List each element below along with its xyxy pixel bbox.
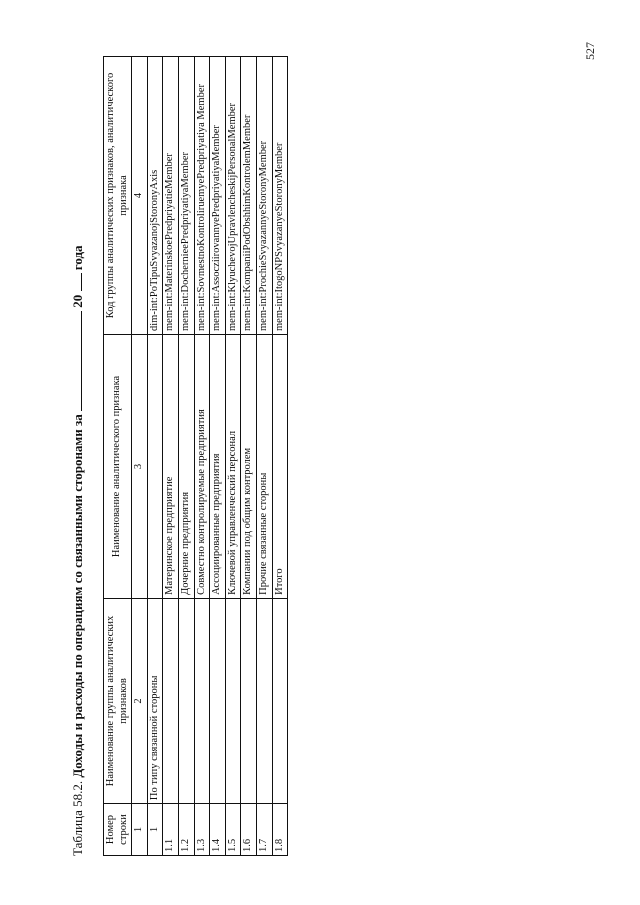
page-number: 527 (583, 42, 597, 60)
column-number: 3 (132, 334, 148, 598)
row-group (178, 598, 194, 803)
row-group (163, 598, 179, 803)
caption-title: Доходы и расходы по операциям со связанными сторонами за (70, 414, 85, 778)
row-number: 1.5 (225, 804, 241, 856)
row-number: 1.4 (210, 804, 226, 856)
table-row (241, 57, 257, 856)
table-row (147, 57, 163, 856)
row-name: Ассоциированные предприятия (210, 334, 226, 598)
row-name: Совместно контролируемые предприятия (194, 334, 210, 598)
row-number: 1.3 (194, 804, 210, 856)
table-row (256, 57, 272, 856)
row-code: mem-int:ItogoNPSvyazanyeStoronyMember (272, 57, 288, 335)
table-row (225, 57, 241, 856)
row-number: 1.1 (163, 804, 179, 856)
related-parties-table (103, 56, 288, 856)
caption-year-number: 20 (70, 294, 85, 308)
header-row (104, 57, 132, 856)
table-caption (70, 56, 100, 856)
row-number: 1 (147, 804, 163, 856)
row-group (241, 598, 257, 803)
row-code: mem-int:SovmestnoKontroliruemyePredpriyatiya Member (194, 57, 210, 335)
row-name: Прочие связанные стороны (256, 334, 272, 598)
table-row (210, 57, 226, 856)
row-group (210, 598, 226, 803)
header-row-number: Номер строки (104, 804, 132, 856)
column-number: 2 (132, 598, 148, 803)
table-row (163, 57, 179, 856)
table-row (178, 57, 194, 856)
row-number: 1.8 (272, 804, 288, 856)
row-number: 1.2 (178, 804, 194, 856)
row-code: mem-int:KompaniiPodObshhimKontrolemMember (241, 57, 257, 335)
row-code: mem-int:KlyuchevojUpravlencheskijPersonalMember (225, 57, 241, 335)
row-name: Ключевой управленческий персонал (225, 334, 241, 598)
row-name: Компании под общим контролем (241, 334, 257, 598)
row-code: mem-int:MaterinskoePredpriyatieMember (163, 57, 179, 335)
column-number: 1 (132, 804, 148, 856)
row-group (272, 598, 288, 803)
caption-prefix: Таблица 58.2. (70, 780, 85, 856)
caption-blank-line (81, 311, 82, 411)
row-code: mem-int:ProchieSvyazannyeStoronyMember (256, 57, 272, 335)
row-group (256, 598, 272, 803)
row-number: 1.6 (241, 804, 257, 856)
header-code: Код группы аналитических признаков, аналитического признака (104, 57, 132, 335)
row-code: mem-int:DochernieePredpriyatiyaMember (178, 57, 194, 335)
table-row (194, 57, 210, 856)
row-group: По типу связанной стороны (147, 598, 163, 803)
row-name: Итого (272, 334, 288, 598)
row-group (225, 598, 241, 803)
rotated-page-content (70, 56, 332, 856)
row-name (147, 334, 163, 598)
caption-year-blank (81, 273, 82, 291)
row-group (194, 598, 210, 803)
row-name: Дочерние предприятия (178, 334, 194, 598)
row-code: dim-int:PoTipuSvyazanojStoronyAxis (147, 57, 163, 335)
column-number-row (132, 57, 148, 856)
column-number: 4 (132, 57, 148, 335)
caption-year-word: года (70, 245, 85, 271)
row-number: 1.7 (256, 804, 272, 856)
row-code: mem-int:AssocziirovannyePredpriyatiyaMember (210, 57, 226, 335)
header-group-name: Наименование группы аналитических признаков (104, 598, 132, 803)
row-name: Материнское предприятие (163, 334, 179, 598)
header-feature-name: Наименование аналитического признака (104, 334, 132, 598)
table-row (272, 57, 288, 856)
